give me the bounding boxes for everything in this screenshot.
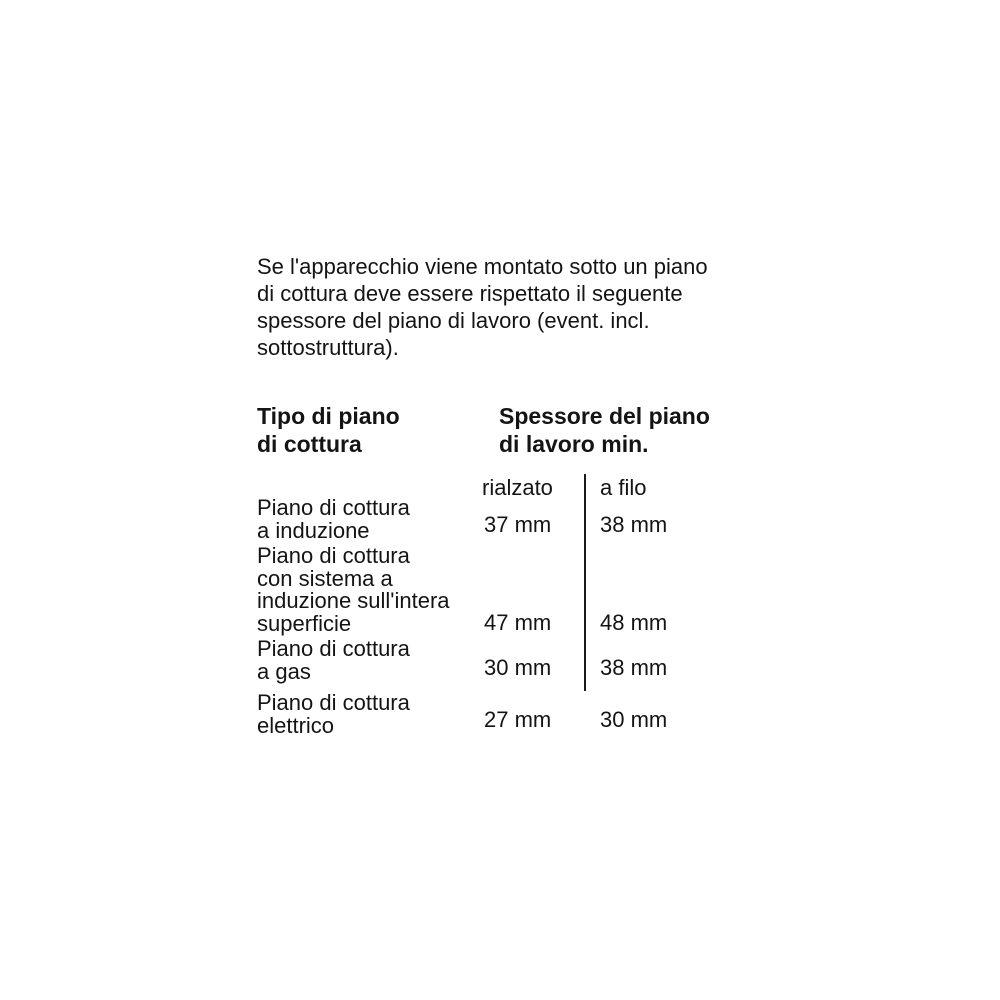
row-label-gas: Piano di cottura a gas bbox=[257, 636, 410, 684]
row-label-electric: Piano di cottura elettrico bbox=[257, 690, 410, 738]
subcolumn-header-flush: a filo bbox=[600, 475, 647, 500]
cell-gas-raised: 30 mm bbox=[484, 655, 552, 680]
intro-paragraph: Se l'apparecchio viene montato sotto un piano di cottura deve essere rispettato il seguente spessore del piano di lavoro (event. incl. sottostruttura). bbox=[257, 254, 708, 360]
table-header-cooktop-type: Tipo di piano di cottura bbox=[257, 403, 400, 457]
cell-electric-raised: 27 mm bbox=[484, 707, 552, 732]
cell-electric-flush: 30 mm bbox=[600, 707, 668, 732]
cell-induction-flush: 38 mm bbox=[600, 512, 668, 537]
cell-gas-flush: 38 mm bbox=[600, 655, 668, 680]
cell-full-surface-induction-flush: 48 mm bbox=[600, 610, 668, 635]
subcolumn-header-raised: rialzato bbox=[482, 475, 553, 500]
table-header-worktop-thickness: Spessore del piano di lavoro min. bbox=[499, 403, 710, 457]
cell-induction-raised: 37 mm bbox=[484, 512, 552, 537]
row-label-full-surface-induction: Piano di cottura con sistema a induzione sull'intera superficie bbox=[257, 543, 450, 636]
row-label-induction: Piano di cottura a induzione bbox=[257, 495, 410, 543]
cell-full-surface-induction-raised: 47 mm bbox=[484, 610, 552, 635]
column-divider-line bbox=[584, 474, 586, 691]
